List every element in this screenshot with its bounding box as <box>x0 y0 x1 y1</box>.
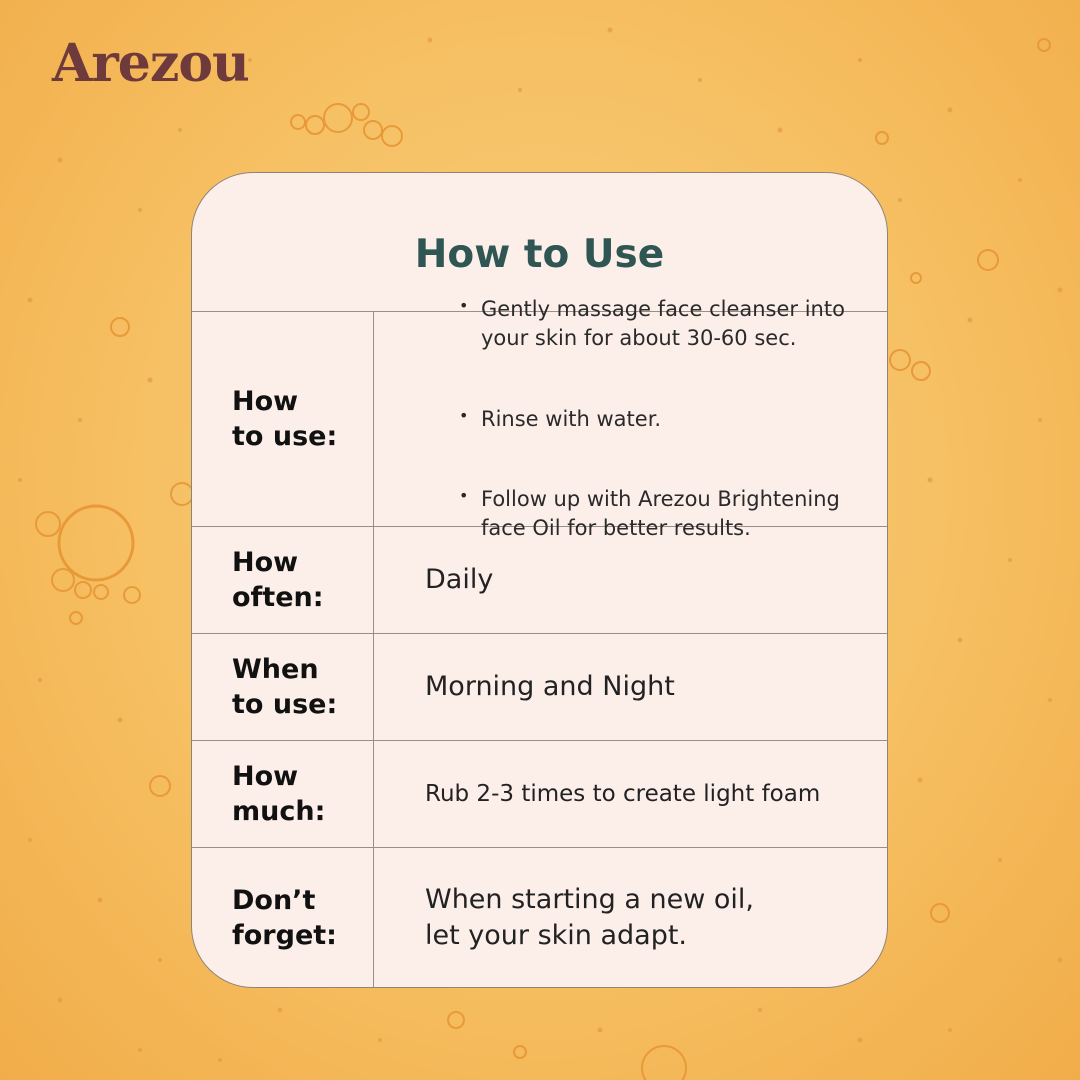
usage-table <box>192 296 887 987</box>
row-value: Daily <box>425 564 494 596</box>
row-label: How often: <box>192 527 374 633</box>
brand-logo: Arezou <box>52 33 249 94</box>
table-row-when-to-use <box>192 633 887 740</box>
how-to-use-card <box>191 172 888 988</box>
row-label: When to use: <box>192 634 374 740</box>
row-value: When starting a new oil, let your skin adapt. <box>425 884 754 951</box>
table-row-how-much <box>192 740 887 847</box>
list-item: • Rinse with water. <box>459 405 845 434</box>
row-label: How much: <box>192 741 374 847</box>
table-row-how-to-use <box>192 296 887 541</box>
row-label: Don’t forget: <box>192 848 374 988</box>
list-item: • Follow up with Arezou Brightening face Oil for better results. <box>459 485 845 543</box>
list-item: • Gently massage face cleanser into your skin for about 30-60 sec. <box>459 295 845 353</box>
row-value: Rub 2-3 times to create light foam <box>425 780 821 807</box>
row-value: Morning and Night <box>425 671 675 703</box>
row-label: How to use: <box>192 312 374 526</box>
card-title: How to Use <box>414 232 665 277</box>
row-value <box>374 296 887 541</box>
table-row-dont-forget <box>192 847 887 988</box>
instruction-list <box>425 259 845 579</box>
